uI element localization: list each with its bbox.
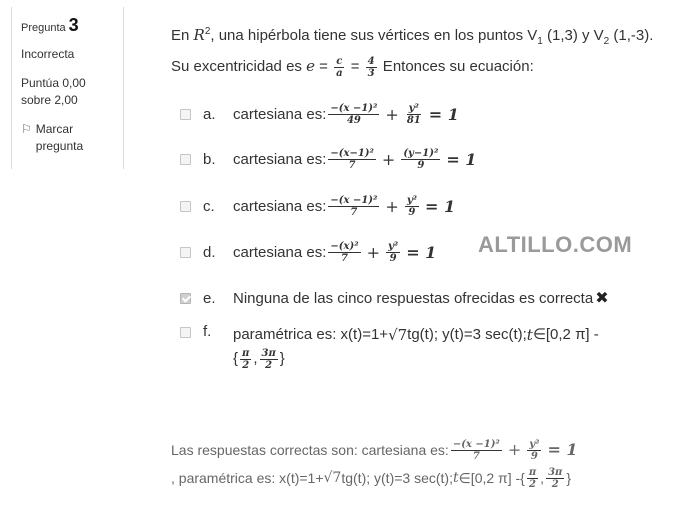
frac-1: $\frac{\text{−(x −1)²}}{7}$ xyxy=(452,438,500,462)
q-e: e xyxy=(306,57,315,75)
q-text-2: , una hipérbola tiene sus vértices en los puntos V xyxy=(210,27,538,44)
question-num: 3 xyxy=(68,15,79,35)
checkbox-f[interactable] xyxy=(180,327,191,338)
option-letter: a. xyxy=(203,106,216,123)
plus-sign: + xyxy=(385,105,399,124)
frac-2: $\frac{\text{(y−1)²}}{9}$ xyxy=(403,148,439,171)
frac-2: $\frac{\text{y²}}{9}$ xyxy=(529,438,540,462)
option-prefix: cartesiana es: xyxy=(233,244,327,261)
param-in: ∈[0,2 π] - xyxy=(532,326,599,343)
feedback-line-1 xyxy=(171,436,671,464)
watermark: ALTILLO.COM xyxy=(478,232,633,257)
option-f[interactable] xyxy=(180,323,660,371)
option-c[interactable] xyxy=(180,195,660,218)
feedback-line-2 xyxy=(171,464,671,492)
comma: , xyxy=(253,350,258,367)
frac-1: $\frac{\text{−(x−1)²}}{7}$ xyxy=(330,148,374,171)
q-text-5: Entonces su ecuación: xyxy=(378,58,534,75)
checkbox-d[interactable] xyxy=(180,247,191,258)
checkbox-e[interactable] xyxy=(180,293,191,304)
flag-line2: pregunta xyxy=(35,139,84,153)
option-letter: b. xyxy=(203,151,216,168)
q-text-4: (1,-3). Su excentricidad es xyxy=(171,27,654,75)
frac-3pi2: $\frac{3\pi}{2}$ xyxy=(261,347,276,371)
plus-sign: + xyxy=(507,440,522,459)
param-t: t xyxy=(526,326,533,344)
q-text-1: En xyxy=(171,27,194,44)
score-text xyxy=(21,75,123,109)
comma: , xyxy=(540,470,545,486)
brace-close: } xyxy=(566,470,572,486)
plus-sign: + xyxy=(366,243,380,262)
feedback-text-2: , paramétrica es: x(t)=1+ xyxy=(171,470,324,486)
equals-one: = 1 xyxy=(428,105,459,124)
feedback-text-3: tg(t); y(t)=3 sec(t); xyxy=(341,470,453,486)
score-line2: sobre 2,00 xyxy=(21,93,78,107)
sqrt-7: √7 xyxy=(323,470,342,486)
brace-open: { xyxy=(233,350,239,367)
option-e[interactable] xyxy=(180,288,660,308)
correct-answer-feedback xyxy=(171,436,671,492)
flag-icon: ⚐ xyxy=(21,122,32,136)
option-letter: c. xyxy=(203,198,215,215)
q-sub2: 2 xyxy=(603,36,610,47)
score-line1: Puntúa 0,00 xyxy=(21,76,86,90)
q-r: R xyxy=(193,26,205,44)
question-info-panel xyxy=(11,7,124,169)
param-text-2: tg(t); y(t)=3 sec(t); xyxy=(407,326,527,343)
option-prefix: cartesiana es: xyxy=(233,151,327,168)
frac-2: $\frac{\text{y²}}{9}$ xyxy=(387,241,399,264)
frac-pi2: $\frac{\pi}{2}$ xyxy=(242,347,250,371)
param-text-1: paramétrica es: x(t)=1+ xyxy=(233,326,389,343)
option-letter: f. xyxy=(203,323,212,340)
plus-sign: + xyxy=(381,150,396,169)
q-eq1: = xyxy=(314,58,333,75)
plus-sign: + xyxy=(385,197,399,216)
checkbox-a[interactable] xyxy=(180,109,191,120)
q-sub1: 1 xyxy=(537,36,543,47)
q-eq2: = xyxy=(346,58,364,75)
frac-1: $\frac{\text{−(x)²}}{7}$ xyxy=(330,241,359,264)
frac-2: $\frac{\text{y²}}{9}$ xyxy=(406,195,418,218)
flag-question-link[interactable] xyxy=(21,121,123,155)
param-t: t xyxy=(452,470,459,486)
option-prefix: cartesiana es: xyxy=(233,198,327,215)
incorrect-x-icon: ✖ xyxy=(595,290,609,307)
frac-pi2: $\frac{\pi}{2}$ xyxy=(528,466,537,490)
option-letter: d. xyxy=(203,244,216,261)
option-a[interactable] xyxy=(180,103,660,126)
frac-2: $\frac{\text{y²}}{81}$ xyxy=(406,103,421,126)
q-frac-43: $\frac{4}{3}$ xyxy=(367,55,375,79)
equals-one: = 1 xyxy=(406,243,437,262)
equals-one: = 1 xyxy=(446,150,477,169)
flag-line1: Marcar xyxy=(35,122,74,136)
question-text xyxy=(171,20,671,79)
status-text: Incorrecta xyxy=(21,47,75,61)
checkbox-c[interactable] xyxy=(180,201,191,212)
frac-1: $\frac{\text{−(x −1)²}}{49}$ xyxy=(330,103,378,126)
question-number xyxy=(21,15,123,36)
param-set xyxy=(233,347,651,371)
feedback-text-1: Las respuestas correctas son: cartesiana es: xyxy=(171,442,449,458)
brace-close: } xyxy=(279,350,285,367)
brace-open: { xyxy=(520,470,525,486)
q-sup: 2 xyxy=(204,26,211,37)
checkbox-b[interactable] xyxy=(180,154,191,165)
sqrt-7: √7 xyxy=(388,326,408,344)
equals-one: = 1 xyxy=(547,440,578,459)
q-frac-ca: $\frac{c}{a}$ xyxy=(336,55,343,79)
frac-3pi2: $\frac{3\pi}{2}$ xyxy=(548,466,563,490)
option-prefix: cartesiana es: xyxy=(233,106,327,123)
option-text: Ninguna de las cinco respuestas ofrecidas es correcta xyxy=(233,289,594,307)
option-letter: e. xyxy=(203,289,216,307)
equals-one: = 1 xyxy=(425,197,456,216)
option-b[interactable] xyxy=(180,148,660,171)
frac-1: $\frac{\text{−(x −1)²}}{7}$ xyxy=(330,195,378,218)
param-in: ∈[0,2 π] - xyxy=(458,470,521,486)
question-label: Pregunta xyxy=(21,22,66,34)
q-text-3: (1,3) y V xyxy=(542,27,604,44)
